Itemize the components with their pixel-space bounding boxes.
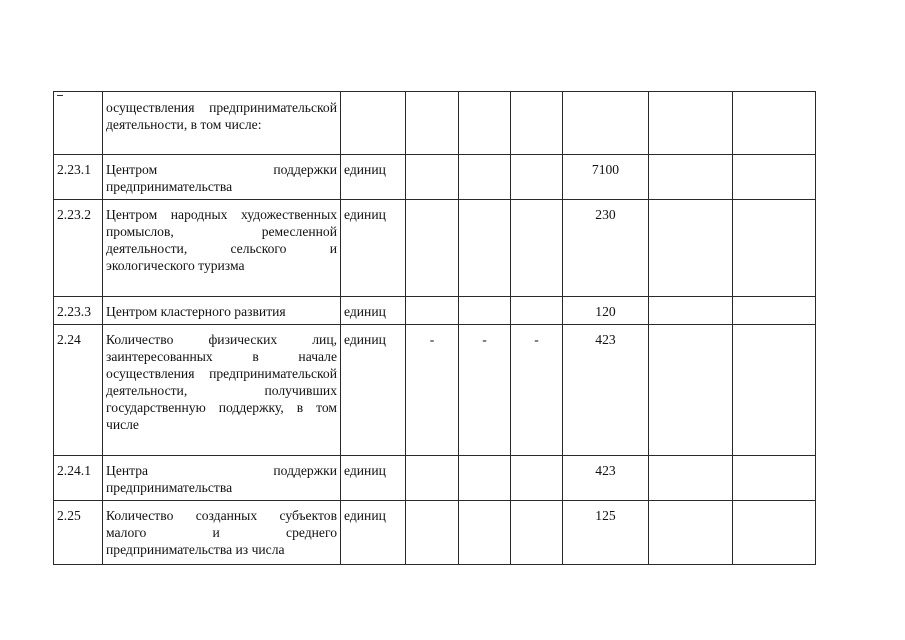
row-number: 2.25 xyxy=(54,501,103,565)
row-number: 2.23.3 xyxy=(54,297,103,325)
table-row xyxy=(54,297,816,325)
unit-cell: единиц xyxy=(341,297,406,325)
table-row xyxy=(54,501,816,565)
unit-cell: единиц xyxy=(341,155,406,200)
value-cell-2 xyxy=(459,297,511,325)
unit-cell: единиц xyxy=(341,501,406,565)
indicator-name: Центра поддержки предпринимательства xyxy=(103,456,341,501)
value-cell-4 xyxy=(563,92,649,155)
value-cell-6 xyxy=(733,456,816,501)
value-cell-5 xyxy=(649,297,733,325)
indicator-name: Количество физических лиц, заинтересованных в начале осуществления предпринимательской деятельности, получивших государственную поддержку, в том числе xyxy=(103,325,341,456)
value-cell-5 xyxy=(649,456,733,501)
table-row xyxy=(54,325,816,456)
value-cell-5 xyxy=(649,155,733,200)
value-cell-3 xyxy=(511,92,563,155)
value-cell-1 xyxy=(406,200,459,297)
table-row xyxy=(54,92,816,155)
table-row xyxy=(54,155,816,200)
value-cell-2 xyxy=(459,456,511,501)
value-cell-2 xyxy=(459,501,511,565)
value-cell-5 xyxy=(649,200,733,297)
value-cell-5 xyxy=(649,92,733,155)
indicator-name: Центром поддержки предпринимательства xyxy=(103,155,341,200)
value-cell-6 xyxy=(733,325,816,456)
value-cell-6 xyxy=(733,200,816,297)
value-cell-2 xyxy=(459,92,511,155)
value-cell-4: 423 xyxy=(563,325,649,456)
unit-cell: единиц xyxy=(341,325,406,456)
unit-cell xyxy=(341,92,406,155)
value-cell-4: 125 xyxy=(563,501,649,565)
value-cell-6 xyxy=(733,297,816,325)
value-cell-1 xyxy=(406,297,459,325)
indicators-table xyxy=(53,91,816,565)
value-cell-6 xyxy=(733,155,816,200)
value-cell-3 xyxy=(511,155,563,200)
value-cell-1 xyxy=(406,501,459,565)
row-number: 2.23.2 xyxy=(54,200,103,297)
value-cell-3 xyxy=(511,501,563,565)
value-cell-1 xyxy=(406,456,459,501)
table-row xyxy=(54,200,816,297)
value-cell-5 xyxy=(649,501,733,565)
value-cell-3 xyxy=(511,200,563,297)
value-cell-5 xyxy=(649,325,733,456)
value-cell-3: - xyxy=(511,325,563,456)
value-cell-4: 120 xyxy=(563,297,649,325)
value-cell-3 xyxy=(511,456,563,501)
value-cell-4: 7100 xyxy=(563,155,649,200)
unit-cell: единиц xyxy=(341,456,406,501)
row-number: 2.24 xyxy=(54,325,103,456)
value-cell-1: - xyxy=(406,325,459,456)
indicator-name: Центром кластерного развития xyxy=(103,297,341,325)
value-cell-3 xyxy=(511,297,563,325)
unit-cell: единиц xyxy=(341,200,406,297)
indicator-name: осуществления предпринимательской деятельности, в том числе: xyxy=(103,92,341,155)
value-cell-4: 230 xyxy=(563,200,649,297)
row-number xyxy=(54,92,103,155)
value-cell-2: - xyxy=(459,325,511,456)
value-cell-1 xyxy=(406,92,459,155)
row-number: 2.24.1 xyxy=(54,456,103,501)
value-cell-4: 423 xyxy=(563,456,649,501)
indicator-name: Количество созданных субъектов малого и среднего предпринимательства из числа xyxy=(103,501,341,565)
value-cell-2 xyxy=(459,200,511,297)
value-cell-6 xyxy=(733,501,816,565)
value-cell-2 xyxy=(459,155,511,200)
row-number: 2.23.1 xyxy=(54,155,103,200)
value-cell-6 xyxy=(733,92,816,155)
indicator-name: Центром народных художественных промыслов, ремесленной деятельности, сельского и экологического туризма xyxy=(103,200,341,297)
value-cell-1 xyxy=(406,155,459,200)
table-row xyxy=(54,456,816,501)
